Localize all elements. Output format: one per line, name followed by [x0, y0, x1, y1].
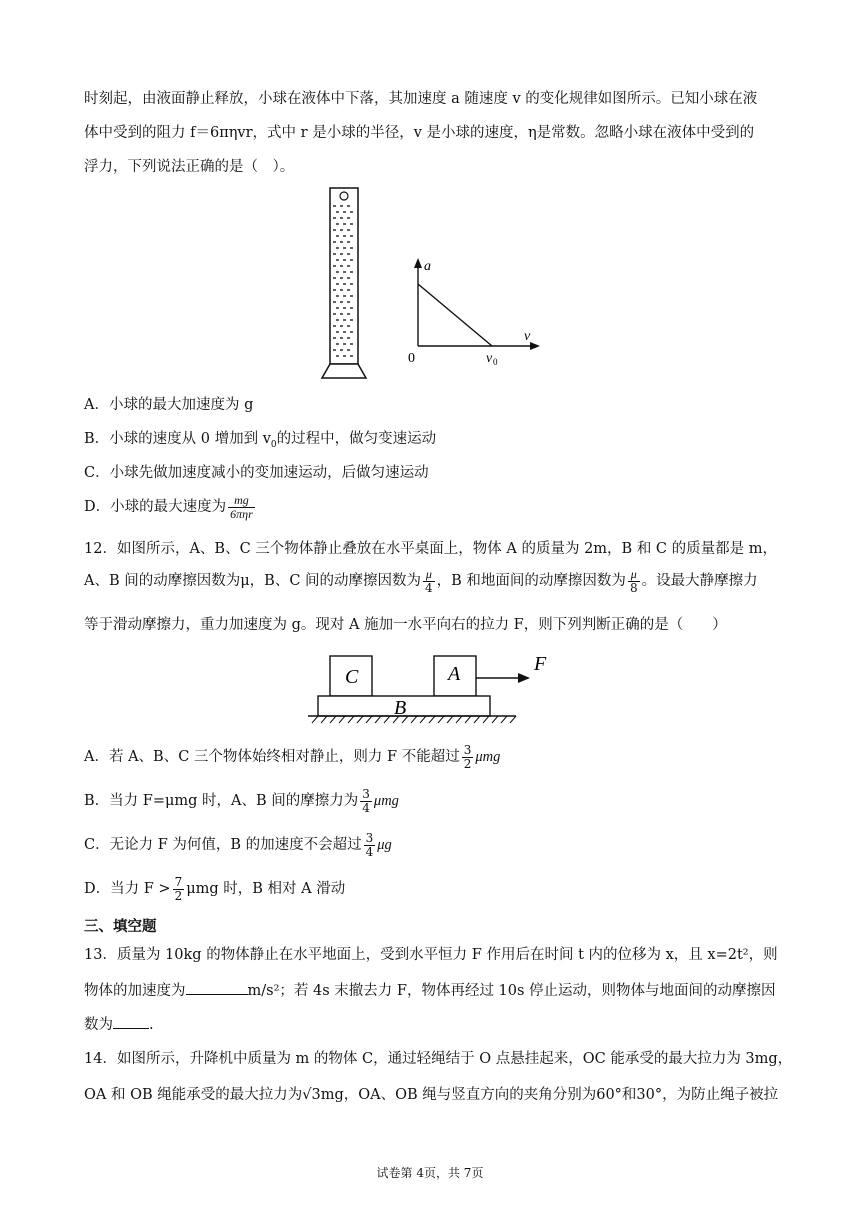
graph-xlabel: v — [524, 329, 531, 344]
q12-option-a: A．若 A、B、C 三个物体始终相对静止，则力 F 不能超过 $\frac{3}{2}$ μmg — [84, 743, 501, 771]
label-a: A — [448, 663, 461, 685]
graph-origin: 0 — [408, 351, 415, 366]
q12-option-c: C．无论力 F 为何值，B 的加速度不会超过 $\frac{3}{4}$ μg — [84, 831, 392, 859]
graph-ylabel: a — [424, 259, 431, 274]
a-v-graph — [400, 254, 546, 366]
q11-text-line3: 浮力，下列说法正确的是（ ）。 — [84, 159, 295, 175]
a-v-line — [418, 284, 492, 346]
q13-blank-1 — [186, 982, 248, 995]
graduated-cylinder-figure — [318, 186, 370, 382]
label-f: F — [534, 653, 547, 675]
q11-option-b: B．小球的速度从 0 增加到 $v_0$的过程中，做匀变速运动 — [84, 431, 437, 450]
q11-option-a: A．小球的最大加速度为 g — [84, 397, 254, 413]
q11-text-line2: 体中受到的阻力 f＝6πηvr，式中 r 是小球的半径，v 是小球的速度，η是常数。忽略小球在液体中受到的 — [84, 125, 755, 141]
q13-text-line3: 数为 . — [84, 1017, 154, 1033]
q13-text-line2: 物体的加速度为 m/s²；若 4s 末撤去力 F，物体再经过 10s 停止运动，则物体与地面间的动摩擦因 — [84, 983, 776, 999]
q14-text-line1: 14．如图所示，升降机中质量为 m 的物体 C，通过轻绳结于 O 点悬挂起来，OC 能承受的最大拉力为 3mg， — [84, 1051, 793, 1067]
q12-option-d: D．当力 F > $\frac{7}{2}$ μmg 时，B 相对 A 滑动 — [84, 875, 346, 903]
section-heading: 三、填空题 — [84, 918, 157, 935]
label-b: B — [394, 697, 407, 719]
q12-text-line2: A、B 间的动摩擦因数为μ，B、C 间的动摩擦因数为 $\frac{\mu}{4}$ ，B 和地面间的动摩擦因数为 $\frac{\mu}{8}$ 。设最大静摩擦力 — [84, 567, 758, 595]
ball-icon — [340, 192, 348, 200]
page-footer: 试卷第 4页，共 7页 — [376, 1166, 484, 1180]
q13-blank-2 — [113, 1016, 149, 1029]
q12-text-line3: 等于滑动摩擦力，重力加速度为 g。现对 A 施加一水平向右的拉力 F，则下列判断正确的是（ ） — [84, 617, 727, 633]
q12-option-b: B．当力 F=μmg 时，A、B 间的摩擦力为 $\frac{3}{4}$ μmg — [84, 787, 399, 815]
q13-text-line1: 13．质量为 10kg 的物体静止在水平地面上，受到水平恒力 F 作用后在时间 t 内的位移为 x，且 x=2t²，则 — [84, 947, 778, 963]
q11-option-c: C．小球先做加速度减小的变加速运动，后做匀速运动 — [84, 465, 429, 481]
q12-text-line1: 12．如图所示，A、B、C 三个物体静止叠放在水平桌面上，物体 A 的质量为 2m，B 和 C 的质量都是 m， — [84, 541, 777, 557]
q11-text-line1: 时刻起，由液面静止释放，小球在液体中下落，其加速度 a 随速度 v 的变化规律如图所示。已知小球在液 — [84, 91, 758, 107]
label-c: C — [345, 666, 359, 688]
graph-v0-subscript: 0 — [493, 357, 498, 366]
q11-option-d: D．小球的最大速度为 $\frac{mg}{\text{6πηr}}$ — [84, 493, 253, 521]
q14-text-line2: OA 和 OB 绳能承受的最大拉力为√3mg，OA、OB 绳与竖直方向的夹角分别为60°和30°，为防止绳子被拉 — [84, 1087, 779, 1103]
blocks-figure — [308, 650, 558, 730]
graph-v0-label: v — [486, 351, 493, 366]
